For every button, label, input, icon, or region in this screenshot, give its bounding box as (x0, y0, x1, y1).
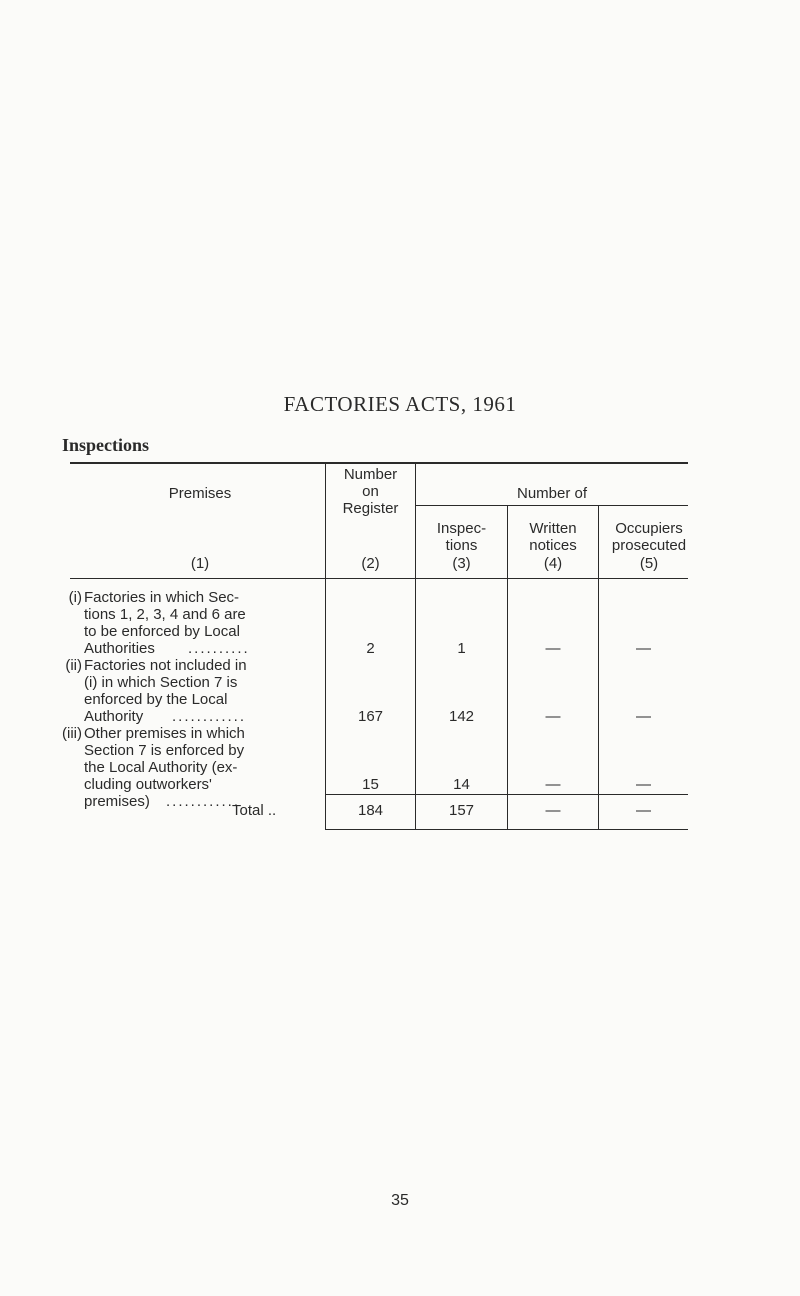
header-premises: Premises (168, 485, 232, 502)
total-occupiers-prosecuted-value: — (636, 802, 651, 819)
row-label-line: Other premises in which (84, 725, 245, 742)
table-top-rule (70, 462, 688, 464)
header-inspections-line1: Inspec- (436, 520, 487, 537)
row-label-line: premises) (84, 793, 150, 810)
register-value: 15 (362, 776, 379, 793)
header-bottom-rule (70, 578, 688, 579)
header-written-num: (4) (543, 555, 563, 572)
occupiers-prosecuted-value: — (636, 708, 651, 725)
header-register-line2: on (362, 483, 379, 500)
header-inspections-line2: tions (445, 537, 478, 554)
row-label-line: Section 7 is enforced by (84, 742, 245, 759)
row-label-line: (i) in which Section 7 is (84, 674, 238, 691)
row-marker: (ii) (65, 657, 82, 674)
row-marker: (iii) (62, 725, 82, 742)
header-inspections-num: (3) (452, 555, 471, 572)
row-label-line: Authorities (84, 640, 155, 657)
header-occupiers-num: (5) (639, 555, 659, 572)
header-register-line3: Register (342, 500, 399, 517)
row-marker: (i) (68, 589, 82, 606)
row-label-line: cluding outworkers' (84, 776, 212, 793)
section-heading: Inspections (62, 435, 150, 455)
group-header-rule (415, 505, 688, 506)
inspections-value: 14 (453, 776, 470, 793)
row-label-line: Authority (84, 708, 144, 725)
total-label: Total .. (232, 802, 277, 819)
header-number-of: Number of (516, 485, 588, 502)
register-value: 2 (366, 640, 375, 657)
written-notices-value: — (545, 640, 561, 657)
dot-leader: ............ (166, 793, 241, 810)
written-notices-value: — (545, 776, 561, 793)
dot-leader: ............ (172, 708, 247, 725)
row-label-line: to be enforced by Local (84, 623, 240, 640)
header-occupiers-line1: Occupiers (615, 520, 683, 537)
row-label-line: enforced by the Local (84, 691, 228, 708)
inspections-value: 142 (448, 708, 475, 725)
written-notices-value: — (545, 708, 561, 725)
header-register-num: (2) (361, 555, 380, 572)
occupiers-prosecuted-value: — (636, 640, 651, 657)
total-register-value: 184 (357, 802, 384, 819)
header-written-line2: notices (529, 537, 577, 554)
total-inspections-value: 157 (448, 802, 475, 819)
row-label-line: Factories not included in (84, 657, 247, 674)
page-number: 35 (391, 1192, 409, 1209)
row-label-line: Factories in which Sec- (84, 589, 240, 606)
table-bottom-rule (325, 829, 688, 830)
register-value: 167 (357, 708, 384, 725)
row-label-line: tions 1, 2, 3, 4 and 6 are (84, 606, 246, 623)
header-register-line1: Number (343, 466, 398, 483)
total-written-notices-value: — (545, 802, 561, 819)
document-title: FACTORIES ACTS, 1961 (283, 392, 517, 416)
header-occupiers-line2: prosecuted (611, 537, 687, 554)
inspections-value: 1 (457, 640, 466, 657)
row-label-line: the Local Authority (ex- (84, 759, 238, 776)
header-premises-num: (1) (190, 555, 210, 572)
occupiers-prosecuted-value: — (636, 776, 651, 793)
dot-leader: .......... (188, 640, 250, 657)
header-written-line1: Written (529, 520, 577, 537)
